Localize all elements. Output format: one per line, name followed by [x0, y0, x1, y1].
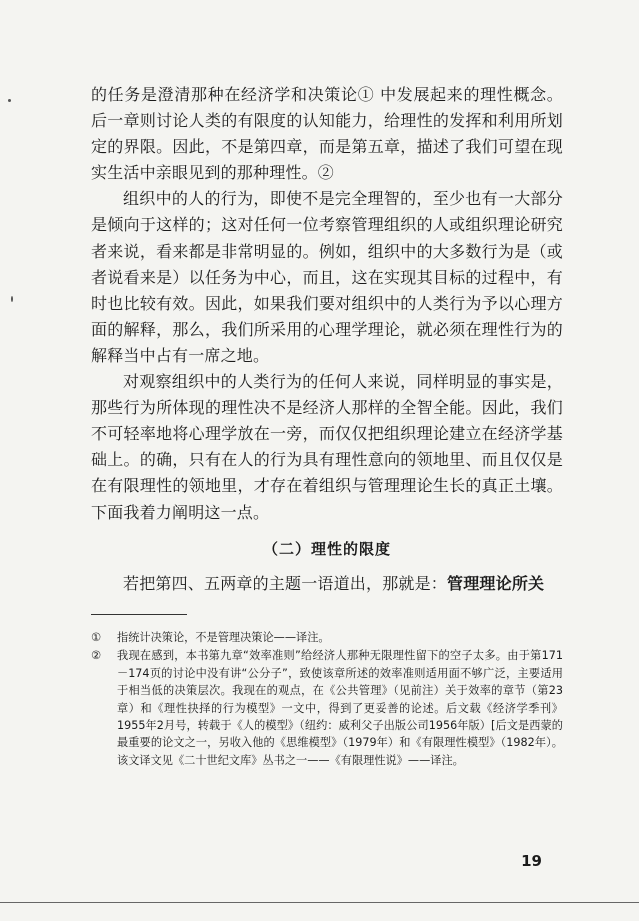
- paragraph-text: 若把第四、五两章的主题一语道出，那就是：: [123, 573, 448, 593]
- footnotes: [91, 629, 563, 770]
- page-bottom-edge: [0, 902, 639, 903]
- scan-speck: [11, 296, 13, 302]
- body-text: [91, 82, 563, 597]
- footnote-mark: ①: [91, 631, 102, 644]
- paragraph: 对观察组织中的人类行为的任何人来说，同样明显的事实是，那些行为所体现的理性决不是经济人那样的全智全能。因此，我们不可轻率地将心理学放在一旁，而仅仅把组织理论建立在经济学基础上。的确，只有在人的行为具有理性意向的领地里、而且仅仅是在有限理性的领地里，才存在着组织与管理理论生长的真正土壤。下面我着力阐明这一点。: [91, 372, 563, 522]
- footnote-text: 我现在感到，本书第九章“效率准则”给经济人那种无限理性留下的空子太多。由于第171－174页的讨论中没有讲“公分子”，致使该章所述的效率准则适用面不够广泛，主要适用于相当低的决策层次。我现在的观点，在《公共管理》（见前注）关于效率的章节（第23章）和《理性抉择的行为模型》一文中，得到了更妥善的论述。后文载《经济学季刊》1955年2月号，转载于《人的模型》（纽约：威利父子出版公司1956年版）[后文是西蒙的最重要的论文之一，另收入他的《思维模型》（1979年）和《有限理性模型》（1982年）。该文译文见《二十世纪文库》丛书之一——《有限理性说》——译注。: [117, 649, 563, 767]
- footnote: [91, 647, 563, 769]
- footnote-mark: ②: [91, 649, 102, 663]
- section-heading: （二）理性的限度: [262, 539, 391, 558]
- emphasized-text: 管理理论所关: [447, 573, 545, 593]
- footnote-divider: [91, 614, 187, 615]
- paragraph: 组织中的人的行为，即使不是完全理智的，至少也有一大部分是倾向于这样的；这对任何一位考察管理组织的人或组织理论研究者来说，看来都是非常明显的。例如，组织中的大多数行为是（或者说看来是）以任务为中心，而且，这在实现其目标的过程中，有时也比较有效。因此，如果我们要对组织中的人类行为予以心理方面的解释，那么，我们所采用的心理学理论，就必须在理性行为的解释当中占有一席之地。: [91, 189, 563, 365]
- paragraph: 的任务是澄清那种在经济学和决策论① 中发展起来的理性概念。后一章则讨论人类的有限度的认知能力，给理性的发挥和利用所划定的界限。因此，不是第四章，而是第五章，描述了我们可望在现实生活中亲眼见到的那种理性。②: [91, 85, 563, 183]
- footnote: [91, 629, 563, 646]
- footnote-text: 指统计决策论，不是管理决策论——译注。: [117, 631, 330, 644]
- scan-speck: [8, 99, 11, 102]
- paragraph: [91, 571, 563, 597]
- page-number: 19: [521, 852, 542, 870]
